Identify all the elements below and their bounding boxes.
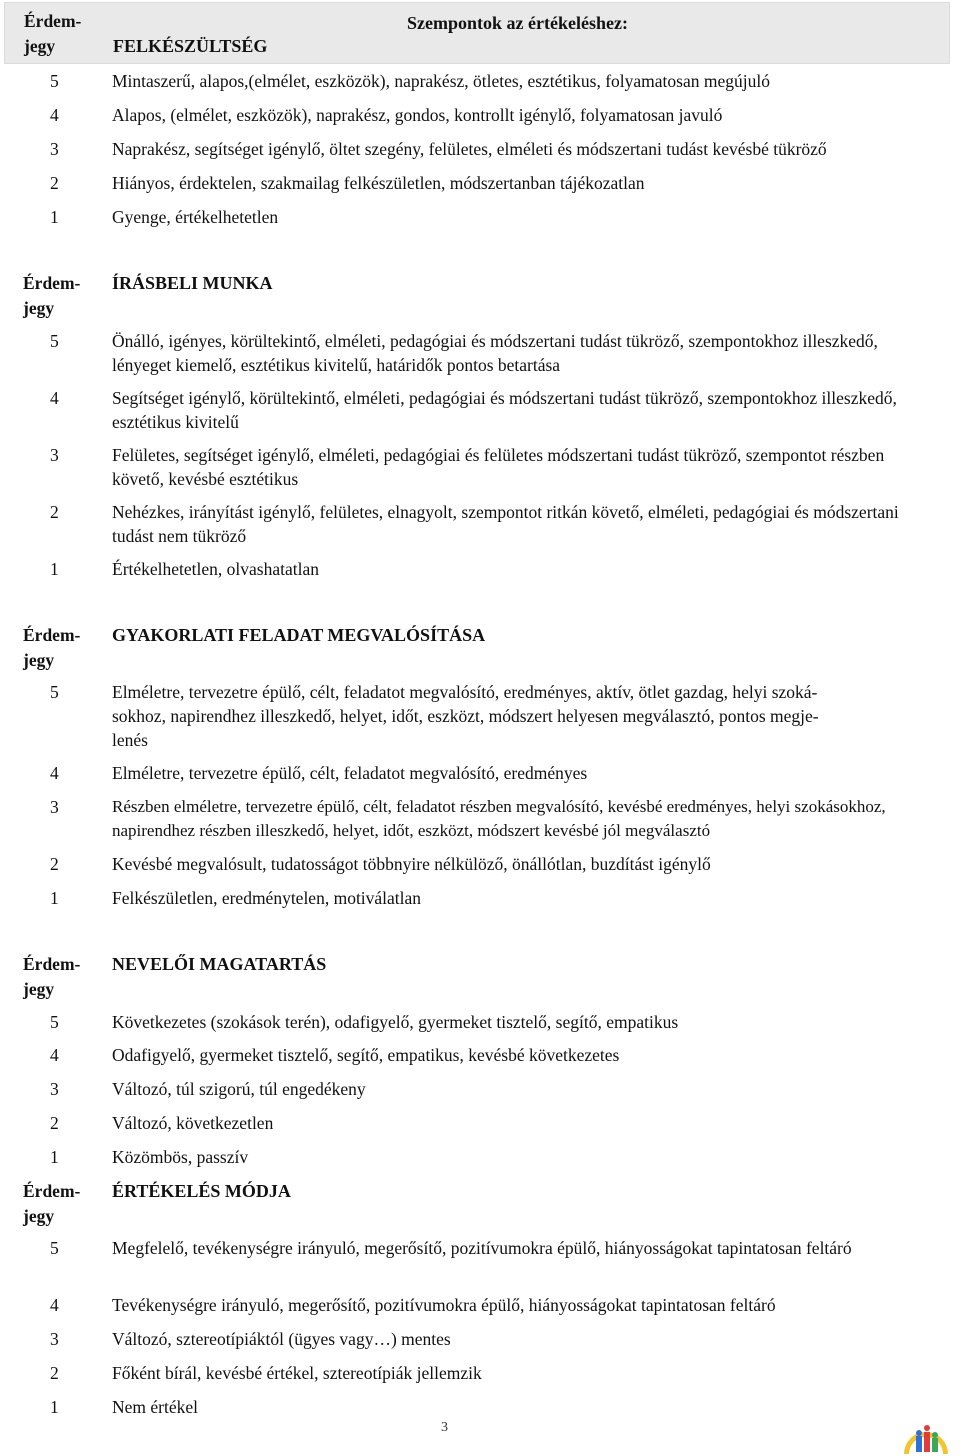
grade-number: 5	[50, 1012, 59, 1032]
grade-column-label: Érdem- jegy	[23, 954, 81, 999]
grade-number: 3	[50, 1329, 59, 1349]
grade-number: 5	[50, 71, 59, 91]
criteria-text: Hiányos, érdektelen, szakmailag felkészületlen, módszertanban tájékozatlan	[112, 173, 645, 193]
criteria-text: Nehézkes, irányítást igénylő, felületes, elnagyolt, szempontot ritkán követő, elméleti, pedagógiai és módszertani tudást nem tükröző	[112, 502, 899, 546]
grade-number: 4	[50, 1045, 59, 1065]
grade-column-label: Érdem- jegy	[24, 11, 82, 56]
grade-number: 5	[50, 682, 59, 702]
criteria-text: Mintaszerű, alapos,(elmélet, eszközök), naprakész, ötletes, esztétikus, folyamatosan megújuló	[112, 71, 770, 91]
section-title: ÉRTÉKELÉS MÓDJA	[112, 1181, 291, 1201]
grade-number: 4	[50, 763, 59, 783]
grade-number: 2	[50, 1363, 59, 1383]
criteria-text: Odafigyelő, gyermeket tisztelő, segítő, empatikus, kevésbé következetes	[112, 1045, 620, 1065]
section-header	[0, 952, 960, 1002]
criteria-text: Naprakész, segítséget igénylő, öltet szegény, felületes, elméleti és módszertani tudást kevésbé tükröző	[112, 139, 827, 159]
criteria-text: Elméletre, tervezetre épülő, célt, feladatot megvalósító, eredményes	[112, 763, 588, 783]
grade-number: 3	[50, 797, 59, 817]
page-number: 3	[441, 1420, 448, 1435]
grade-column-label: Érdem- jegy	[23, 273, 81, 318]
grade-number: 1	[50, 207, 59, 227]
criteria-text: Felületes, segítséget igénylő, elméleti, pedagógiai és felületes módszertani tudást tükröző, szempontot részben követő, kevésbé esztétikus	[112, 445, 885, 489]
section-header	[0, 1179, 960, 1229]
criteria-text: Segítséget igénylő, körültekintő, elméleti, pedagógiai és módszertani tudást tükröző, szempontokhoz illeszkedő, esztétikus kivitelű	[112, 388, 897, 432]
criteria-text: Változó, túl szigorú, túl engedékeny	[112, 1079, 366, 1099]
grade-column-label: Érdem- jegy	[23, 1181, 81, 1226]
grade-number: 1	[50, 1147, 59, 1167]
grade-number: 2	[50, 1113, 59, 1133]
grade-column-label: Érdem- jegy	[23, 625, 81, 670]
criteria-text: Értékelhetetlen, olvashatatlan	[112, 559, 319, 579]
criteria-text: Önálló, igényes, körültekintő, elméleti, pedagógiai és módszertani tudást tükröző, szempontokhoz illeszkedő, lényeget kiemelő, esztétikus kivitelű, határidők pontos betartása	[112, 331, 878, 375]
criteria-text: Alapos, (elmélet, eszközök), naprakész, gondos, kontrollt igénylő, folyamatosan javuló	[112, 105, 723, 125]
grade-number: 3	[50, 139, 59, 159]
criteria-text: Részben elméletre, tervezetre épülő, célt, feladatot részben megvalósító, kevésbé eredményes, helyi szokásokhoz, napirendhez részben illeszkedő, helyet, időt, eszközt, módszert kevésbé jól megválasztó	[112, 797, 886, 840]
criteria-text: Közömbös, passzív	[112, 1147, 249, 1167]
grade-number: 4	[50, 105, 59, 125]
grade-number: 5	[50, 1238, 59, 1258]
grade-number: 2	[50, 502, 59, 522]
criteria-text: Főként bírál, kevésbé értékel, sztereotípiák jellemzik	[112, 1363, 482, 1383]
grade-number: 2	[50, 173, 59, 193]
grade-number: 2	[50, 854, 59, 874]
section-header	[0, 623, 960, 673]
criteria-text: Változó, sztereotípiáktól (ügyes vagy…) mentes	[112, 1329, 451, 1349]
criteria-text: Gyenge, értékelhetetlen	[112, 207, 279, 227]
grade-number: 1	[50, 559, 59, 579]
criteria-label: Szempontok az értékeléshez:	[407, 13, 628, 33]
criteria-text: Nem értékel	[112, 1397, 198, 1417]
criteria-text: Változó, következetlen	[112, 1113, 274, 1133]
criteria-text: Tevékenységre irányuló, megerősítő, pozitívumokra épülő, hiányosságokat tapintatosan feltáró	[112, 1295, 776, 1315]
criteria-text: Felkészületlen, eredménytelen, motiválatlan	[112, 888, 422, 908]
grade-number: 5	[50, 331, 59, 351]
criteria-text: Elméletre, tervezetre épülő, célt, feladatot megvalósító, eredményes, aktív, ötlet gazdag, helyi szoká- sokhoz, napirendhez illeszkedő, helyet, időt, eszközt, módszert helyesen megválasztó, pontos megje- lenés	[112, 682, 819, 750]
section-title: NEVELŐI MAGATARTÁS	[112, 954, 327, 974]
section-title: GYAKORLATI FELADAT MEGVALÓSÍTÁSA	[112, 625, 486, 645]
grade-number: 1	[50, 1397, 59, 1417]
grade-number: 1	[50, 888, 59, 908]
grade-number: 4	[50, 1295, 59, 1315]
grade-number: 3	[50, 445, 59, 465]
criteria-text: Megfelelő, tevékenységre irányuló, megerősítő, pozitívumokra épülő, hiányosságokat tapintatosan feltáró	[112, 1238, 852, 1258]
grade-number: 4	[50, 388, 59, 408]
section-header	[0, 271, 960, 321]
criteria-text: Következetes (szokások terén), odafigyelő, gyermeket tisztelő, segítő, empatikus	[112, 1012, 679, 1032]
logo-icon	[900, 1414, 952, 1454]
section-title: ÍRÁSBELI MUNKA	[112, 273, 273, 293]
criteria-text: Kevésbé megvalósult, tudatosságot többnyire nélkülöző, önállótlan, buzdítást igénylő	[112, 854, 711, 874]
grade-number: 3	[50, 1079, 59, 1099]
section-title: FELKÉSZÜLTSÉG	[113, 36, 268, 56]
header-band	[4, 2, 950, 64]
